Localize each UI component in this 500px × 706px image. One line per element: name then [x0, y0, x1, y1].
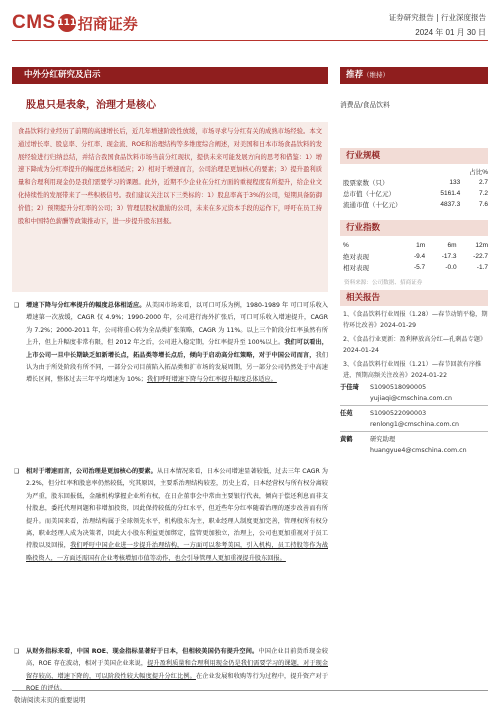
scale-value: 5161.4 [440, 190, 461, 197]
analyst-role: 研究助理 [370, 436, 396, 443]
perf-header: % [343, 242, 349, 249]
bullet-underline: 我们呼吁增速下降与分红率提升幅度总体适应。 [146, 376, 277, 384]
report-type: 证券研究报告 | 行业深度报告 [388, 13, 486, 22]
scale-label: 股票家数（只） [343, 180, 389, 187]
brand-logo [12, 10, 138, 36]
data-source: 资料来源：公司数据、招商证券 [344, 280, 423, 286]
bullet-lead: 相对于增速而言，公司治理是更加核心的要素。 [26, 468, 157, 475]
analyst-id: S1090522090003 [370, 410, 427, 417]
report-title-bar: 中外分红研究及启示 [12, 67, 328, 84]
performance-section-title: 行业指数 [340, 220, 488, 236]
table-row [340, 251, 488, 262]
bullet-square-icon: ❑ [14, 648, 20, 655]
bullet-square-icon: ❑ [14, 468, 20, 475]
related-report-link[interactable]: 3、《食品饮料行业周报（1.21）—春节回款有序推进，预期高频关注改善》2024-01-22 [343, 361, 482, 379]
bullet-underline: 提升盈利质量和合理利用现金仍是我们需要学习的课题，对于现金留存较高、增速下降的，可以阶段性较大幅度提升分红比例。 [26, 660, 329, 680]
scale-section-title: 行业规模 [340, 148, 488, 164]
analyst-email[interactable]: huangyue4@cmschina.com.cn [370, 447, 467, 454]
footer-disclaimer: 敬请阅读末页的重要说明 [14, 696, 86, 704]
logo-chinese-text: 招商证券 [77, 14, 138, 33]
scale-table [340, 166, 488, 210]
logo-cms-text: CMS [12, 12, 56, 33]
perf-value: -5.7 [413, 264, 426, 271]
report-meta [389, 12, 486, 38]
scale-pct: 2.7 [478, 179, 488, 186]
related-report-link[interactable]: 1、《食品饮料行业周报（1.28）—春节动销平稳，期待环比改善》2024-01-29 [343, 311, 488, 329]
bullet-underline: 我们呼吁中国企业进一步提升治理结构，一方面可以参考美国，引入机构，员工持股等作为战略投资人，一方面还需国有企业考核增加市值等动作，也会引导管理人更加重视提升股东回报。 [26, 542, 329, 562]
perf-value: -17.3 [441, 253, 457, 260]
bullet-text: 从日本情况来看，日本公司增速显著较低，过去三年 CAGR 为 2.2%，但分红率和股息率仍然较低，究其原因，主要系治理结构较差，历史上看，日本经营权与所有权分离较为严重，股东回报低，金融机构掌握企业所有权，在日企董事会中常由主要银行代表，倾向于偿还利息而非支付股息，委托代理问题和非增加投资，因此保持较低的分红水平，但近些年分红率随着治理的逐步改善而有所提升。而美国来看，治理结构属于全球领先水平，机构股东为主，职业经理人制度更加完善，管理权所有权分离，职业经理人成为决策者，因此大小股东利益更加绑定，监管更加独立，治理上，公司也更加重视对于员工持股以及回报， [26, 468, 328, 550]
scale-pct: 7.6 [478, 201, 488, 208]
perf-header: 12m [475, 242, 488, 249]
related-section-title: 相关报告 [340, 290, 488, 306]
table-row [340, 262, 488, 273]
perf-header: 6m [447, 242, 457, 249]
analyst-name: 于佳琦 [340, 384, 359, 391]
table-row [340, 199, 488, 210]
footer-divider [12, 690, 488, 691]
analyst-email[interactable]: renlong1@cmschina.com.cn [370, 421, 460, 428]
analyst-list [340, 382, 488, 456]
analyst-name: 任苑 [340, 410, 353, 417]
rating-label: 推荐 [346, 70, 364, 80]
perf-value: -9.4 [413, 253, 426, 260]
perf-value: -22.7 [473, 253, 488, 260]
header-divider [12, 40, 488, 41]
perf-label: 相对表现 [343, 265, 369, 272]
table-row [340, 188, 488, 199]
analyst-email[interactable]: yujiaqi@cmschina.com.cn [370, 395, 452, 402]
bullet-lead: 增速下降与分红率提升的幅度总体相适应。 [26, 302, 146, 309]
bullet-financials [12, 646, 328, 696]
scale-unit: 占比% [469, 169, 488, 176]
sector-label: 消费品/食品饮料 [340, 101, 390, 109]
analyst-divider [340, 405, 488, 406]
analyst-id: S1090518090005 [370, 384, 427, 391]
scale-label: 总市值（十亿元） [343, 191, 395, 198]
bullet-text: 在企业发展和收购等行为过程中，提升资产对于 ROE 的评估。 [26, 672, 329, 693]
analyst-name: 黄鹤 [340, 436, 353, 443]
perf-header: 1m [416, 242, 426, 249]
table-header-row [340, 240, 488, 251]
bullet-text: 从美国市场来看，以可口可乐为例，1980-1989 年 可口可乐收入增速第一次放缓，CAGR 仅 4.9%；1990-2000 年，公司进行海外扩张后，可口可乐收入增速提升，CAGR 为 7.2%；2000-2011 年，公司将重心转为全品类扩张策略，CAGR 为 11%。以上三个阶段分红率虽然有所上升，但上升幅度非常有限，但 2012 年之后，公司进入稳定期，分红率提升至 100%以上。 [26, 302, 328, 347]
bullet-emphasis: 我们可以看出，上市公司一旦中长期缺乏如新增长点，拓品类等增长点后，倾向于启动高分红策略，对于中国公司而言， [26, 339, 328, 359]
bullet-text: 我们认为由于所处阶段有所不同，一部分公司目前陷入拓品类和扩市场的发展周期，另一部分公司仍然处于中高速增长区间，整体过去三年平均增速为 10%； [26, 351, 328, 384]
performance-table [340, 240, 488, 273]
report-headline: 股息只是表象，治理才是核心 [26, 100, 156, 111]
scale-pct: 7.2 [478, 190, 488, 197]
related-report-link[interactable]: 2、《食品行业更新：盈利释放高分红—孔剩品专题》2024-01-24 [343, 336, 487, 354]
report-date: 2024 年 01 月 30 日 [415, 28, 486, 37]
rating-sub: （维持） [363, 71, 390, 79]
bullet-square-icon: ❑ [14, 302, 20, 309]
scale-value: 4837.3 [440, 201, 461, 208]
perf-value: -0.0 [445, 264, 457, 271]
bullet-governance [12, 466, 328, 565]
scale-label: 流通市值（十亿元） [343, 202, 402, 209]
related-report-list [340, 310, 488, 385]
perf-value: -1.7 [476, 264, 488, 271]
analyst-divider [340, 431, 488, 432]
bullet-lead: 从财务指标来看，中国 ROE、现金指标显著好于日本，但相较美国仍有提升空间。 [26, 648, 259, 655]
perf-label: 绝对表现 [343, 254, 369, 261]
bullet-growth-payout [12, 300, 328, 387]
bullet-text: 中国企业目前货币现金较高，ROE 存在波动，相对于美国企业来说， [26, 648, 329, 668]
scale-value: 133 [449, 179, 461, 186]
rating-bar [340, 67, 488, 84]
logo-badge-icon: 111 [58, 14, 76, 32]
abstract-box: 食品饮料行业经历了前期的高速增长后，近几年增速阶段性放缓，市场寻求与分红有关的成熟市场经验。本文通过增长率、股息率、分红率、现金流、ROE和治理结构等多维度综合阐述，对美国和日本市场食品饮料的发展经验进行归纳总结，并结合我国食品饮料市场当前分红现状，提供未来可能发展方向的思考和借鉴：1）增速下降成为分红率提升的幅度总体相适应；2）相对于增速而言，公司治理是更加核心的要素；3）提升盈利质量和合理利用现金仍是我们需要学习的课题。此外，近期不少企业在分红方面的重视程度有所提升，给企业文化持续性的发展带来了一些积极信号。我们建议关注以下三类标的：1）股息率高于3%的公司，短期具备防御价值；2）预期提升分红率的公司；3）管理层股权激励的公司，未来在多元资本手段的运作下，呼吁在员工持股和中国特色薪酬等政策推动下，进一步提升股东回报。 [12, 122, 328, 292]
table-row [340, 177, 488, 188]
